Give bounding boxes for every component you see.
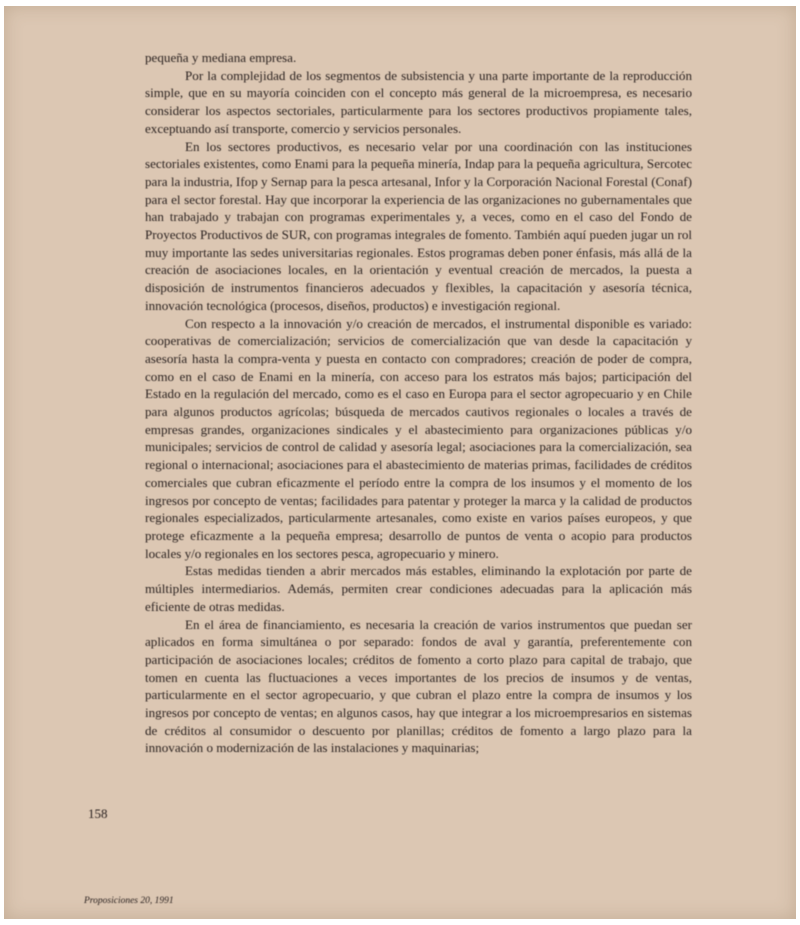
page-number: 158 — [88, 806, 108, 821]
journal-footer: Proposiciones 20, 1991 — [84, 896, 174, 906]
paragraph: Por la complejidad de los segmentos de subsistencia y una parte importante de la reproducción simple, que en su mayoría coinciden con el concepto más general de la microempresa, es necesario considerar los aspectos sectoriales, particularmente para los sectores productivos propiamente tales, exceptuando así transporte, comercio y servicios personales. — [145, 67, 692, 136]
paragraph: Estas medidas tienden a abrir mercados más estables, eliminando la explotación por parte de múltiples intermediarios. Además, permiten crear condiciones adecuadas para la aplicación más eficiente de otras medidas. — [145, 563, 692, 614]
paragraph-continuation: pequeña y mediana empresa. — [145, 50, 297, 65]
scanned-page — [4, 6, 796, 919]
body-text — [145, 49, 692, 757]
paragraph: Con respecto a la innovación y/o creación de mercados, el instrumental disponible es variado: cooperativas de comercialización; servicios de comercialización que van desde la capacitación y asesoría hasta la compra-venta y puesta en contacto con compradores; creación de poder de compra, como en el caso de Enami en la minería, con acceso para los estratos más bajos; participación del Estado en la regulación del mercado, como es el caso en Europa para el sector agropecuario y en Chile para algunos productos agrícolas; búsqueda de mercados cautivos regionales o locales a través de empresas grandes, organizaciones sindicales y el abastecimiento para organizaciones públicas y/o municipales; servicios de control de calidad y asesoría legal; asociaciones para la comercialización, sea regional o internacional; asociaciones para el abastecimiento de materias primas, facilidades de créditos comerciales que cubran eficazmente el período entre la compra de los insumos y el momento de los ingresos por concepto de ventas; facilidades para patentar y proteger la marca y la calidad de productos regionales especializados, particularmente artesanales, como existe en varios países europeos, y que protege eficazmente a la pequeña empresa; desarrollo de puntos de venta o acopio para productos locales y/o regionales en los sectores pesca, agropecuario y minero. — [145, 315, 692, 561]
paragraph: En los sectores productivos, es necesario velar por una coordinación con las instituciones sectoriales existentes, como Enami para la pequeña minería, Indap para la pequeña agricultura, Sercotec para la industria, Ifop y Sernap para la pesca artesanal, Infor y la Corporación Nacional Forestal (Conaf) para el sector forestal. Hay que incorporar la experiencia de las organizaciones no gubernamentales que han trabajado y trabajan con programas experimentales y, a veces, como en el caso del Fondo de Proyectos Productivos de SUR, con programas integrales de fomento. También aquí pueden jugar un rol muy importante las sedes universitarias regionales. Estos programas deben poner énfasis, más allá de la creación de asociaciones locales, en la orientación y eventual creación de mercados, la puesta a disposición de instrumentos financieros adecuados y flexibles, la capacitación y asesoría técnica, innovación tecnológica (procesos, diseños, productos) e investigación regional. — [145, 138, 692, 313]
paragraph: En el área de financiamiento, es necesaria la creación de varios instrumentos que puedan ser aplicados en forma simultánea o por separado: fondos de aval y garantía, preferentemente con participación de asociaciones locales; créditos de fomento a corto plazo para capital de trabajo, que tomen en cuenta las fluctuaciones a veces importantes de los precios de insumos y de ventas, particularmente en el sector agropecuario, y que cubran el plazo entre la compra de insumos y los ingresos por concepto de ventas; en algunos casos, hay que integrar a los microempresarios en sistemas de créditos al consumidor o descuento por planillas; créditos de fomento a largo plazo para la innovación o modernización de las instalaciones y maquinarias; — [145, 616, 692, 756]
